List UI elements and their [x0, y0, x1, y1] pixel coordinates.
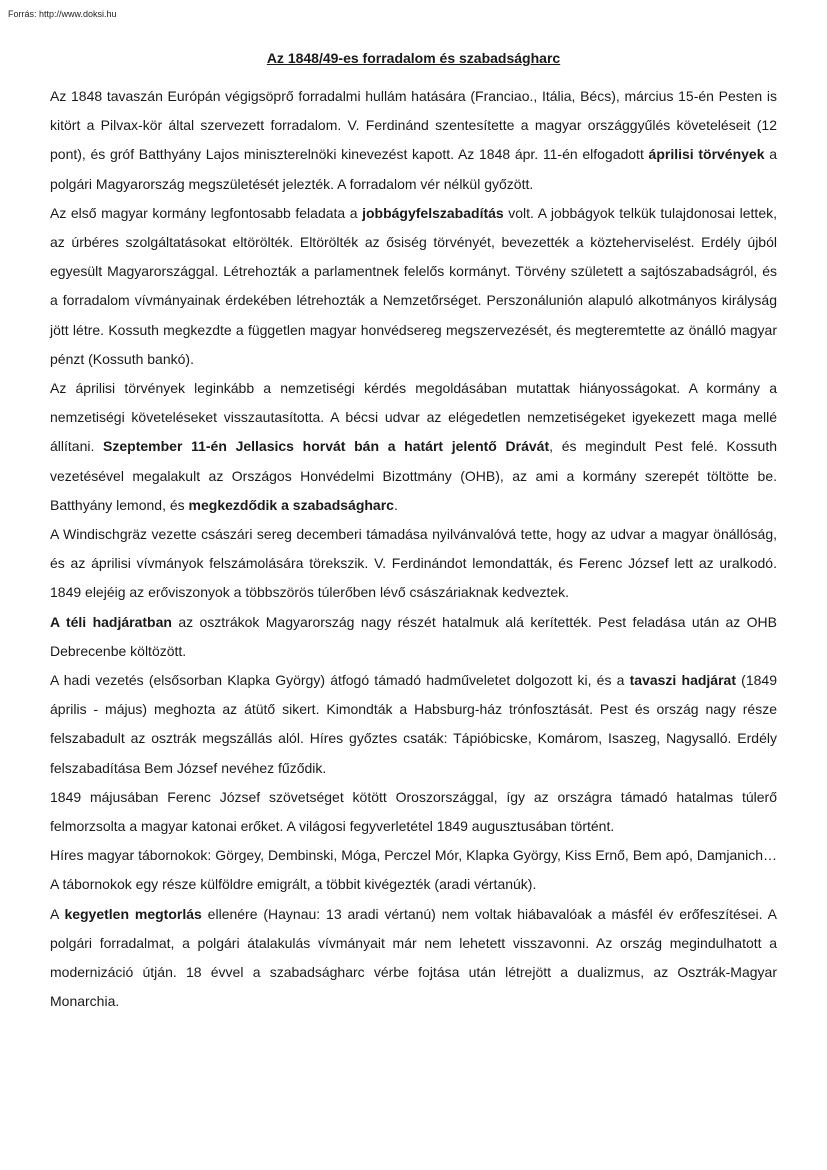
paragraph	[50, 520, 777, 608]
text-run: A hadi vezetés (elsősorban Klapka György) átfogó támadó hadműveletet dolgozott ki, és a	[50, 672, 630, 689]
text-run: Az 1848 tavaszán Európán végigsöprő forradalmi hullám hatására (Franciao., Itália, Bécs), március 15-én Pesten is kitört a Pilvax-kör által szervezett forradalom. V. Ferdinánd szentesítette a magyar országgyűlés követeléseit (12 pont), és gróf Batthyány Lajos miniszterelnöki kinevezést kapott. Az 1848 ápr. 11-én elfogadott	[50, 88, 777, 163]
paragraph	[50, 608, 777, 666]
bold-text: jobbágyfelszabadítás	[362, 204, 504, 221]
paragraph	[50, 841, 777, 899]
document-page	[50, 48, 777, 1017]
text-run: (1849 április - május) meghozta az átütő sikert. Kimondták a Habsburg-ház trónfosztását. Pest és ország nagy része felszabadult az osztrák megszállás alól. Híres győztes csaták: Tápióbicske, Komárom, Isaszeg, Nagysalló. Erdély felszabadítása Bem József nevéhez fűződik.	[50, 672, 777, 776]
paragraph	[50, 783, 777, 841]
bold-text: A téli hadjáratban	[50, 613, 172, 630]
text-run: ellenére (Haynau: 13 aradi vértanú) nem voltak hiábavalóak a másfél év erőfeszítései. A polgári forradalmat, a polgári átalakulás vívmányait már nem lehetett visszavonni. Az ország megindulhatott a modernizáció útján. 18 évvel a szabadságharc vérbe fojtása után létrejött a dualizmus, az Osztrák-Magyar Monarchia.	[50, 905, 777, 1010]
text-run: Az áprilisi törvények leginkább a nemzetiségi kérdés megoldásában mutattak hiányosságokat. A kormány a nemzetiségi követeléseket visszautasította. A bécsi udvar az elégedetlen nemzetiségeket igyekezett maga mellé állítani.	[50, 380, 777, 455]
paragraph	[50, 900, 777, 1017]
text-run: A Windischgrӓz vezette császári sereg decemberi támadása nyilvánvalóvá tette, hogy az udvar a magyar önállóság, és az áprilisi vívmányok felszámolására törekszik. V. Ferdinándot lemondatták, és Ferenc József lett az uralkodó. 1849 elejéig az erőviszonyok a többszörös túlerőben lévő császáriaknak kedveztek.	[50, 526, 777, 601]
bold-text: áprilisi törvények	[648, 146, 765, 163]
document-body	[50, 82, 777, 1017]
bold-text: Szeptember 11-én Jellasics horvát bán a határt jelentő Drávát	[103, 438, 550, 455]
text-run: A	[50, 905, 65, 922]
text-run: , és megindult Pest felé. Kossuth vezetésével megalakult az Országos Honvédelmi Bizottmány (OHB), az ami a kormány szerepét töltötte be. Batthyány lemond, és	[50, 438, 778, 513]
paragraph	[50, 374, 777, 520]
bold-text: megkezdődik a szabadságharc	[188, 496, 394, 513]
text-run: Híres magyar tábornokok: Görgey, Dembinski, Móga, Perczel Mór, Klapka György, Kiss Ernő, Bem apó, Damjanich… A tábornokok egy része külföldre emigrált, a többit kivégezték (aradi vértanúk).	[50, 847, 777, 893]
bold-text: kegyetlen megtorlás	[64, 905, 202, 922]
text-run: az osztrákok Magyarország nagy részét hatalmuk alá kerítették. Pest feladása után az OHB Debrecenbe költözött.	[50, 613, 777, 659]
text-run: volt. A jobbágyok telkük tulajdonosai lettek, az úrbéres szolgáltatásokat eltörölték. Eltörölték az ősiség törvényét, bevezették a közteherviselést. Erdély újból egyesült Magyarországgal. Létrehozták a parlamentnek felelős kormányt. Törvény született a sajtószabadságról, és a forradalom vívmányainak érdekében létrehozták a Nemzetőrséget. Perszonálunión alapuló alkotmányos királyság jött létre. Kossuth megkezdte a független magyar honvédsereg megszervezését, és megteremtette az önálló magyar pénzt (Kossuth bankó).	[50, 204, 777, 367]
text-run: a polgári Magyarország megszületését jelezték. A forradalom vér nélkül győzött.	[50, 146, 777, 192]
paragraph	[50, 199, 777, 374]
paragraph	[50, 666, 777, 783]
text-run: Az első magyar kormány legfontosabb feladata a	[50, 204, 363, 221]
text-run: 1849 májusában Ferenc József szövetséget kötött Oroszországgal, így az országra támadó hatalmas túlerő felmorzsolta a magyar katonai erőket. A világosi fegyverletétel 1849 augusztusában történt.	[50, 788, 777, 835]
document-title: Az 1848/49-es forradalom és szabadságharc	[266, 50, 561, 66]
paragraph	[50, 82, 777, 199]
text-run: .	[393, 496, 398, 513]
bold-text: tavaszi hadjárat	[629, 672, 736, 689]
source-caption: Forrás: http://www.doksi.hu	[8, 9, 117, 19]
